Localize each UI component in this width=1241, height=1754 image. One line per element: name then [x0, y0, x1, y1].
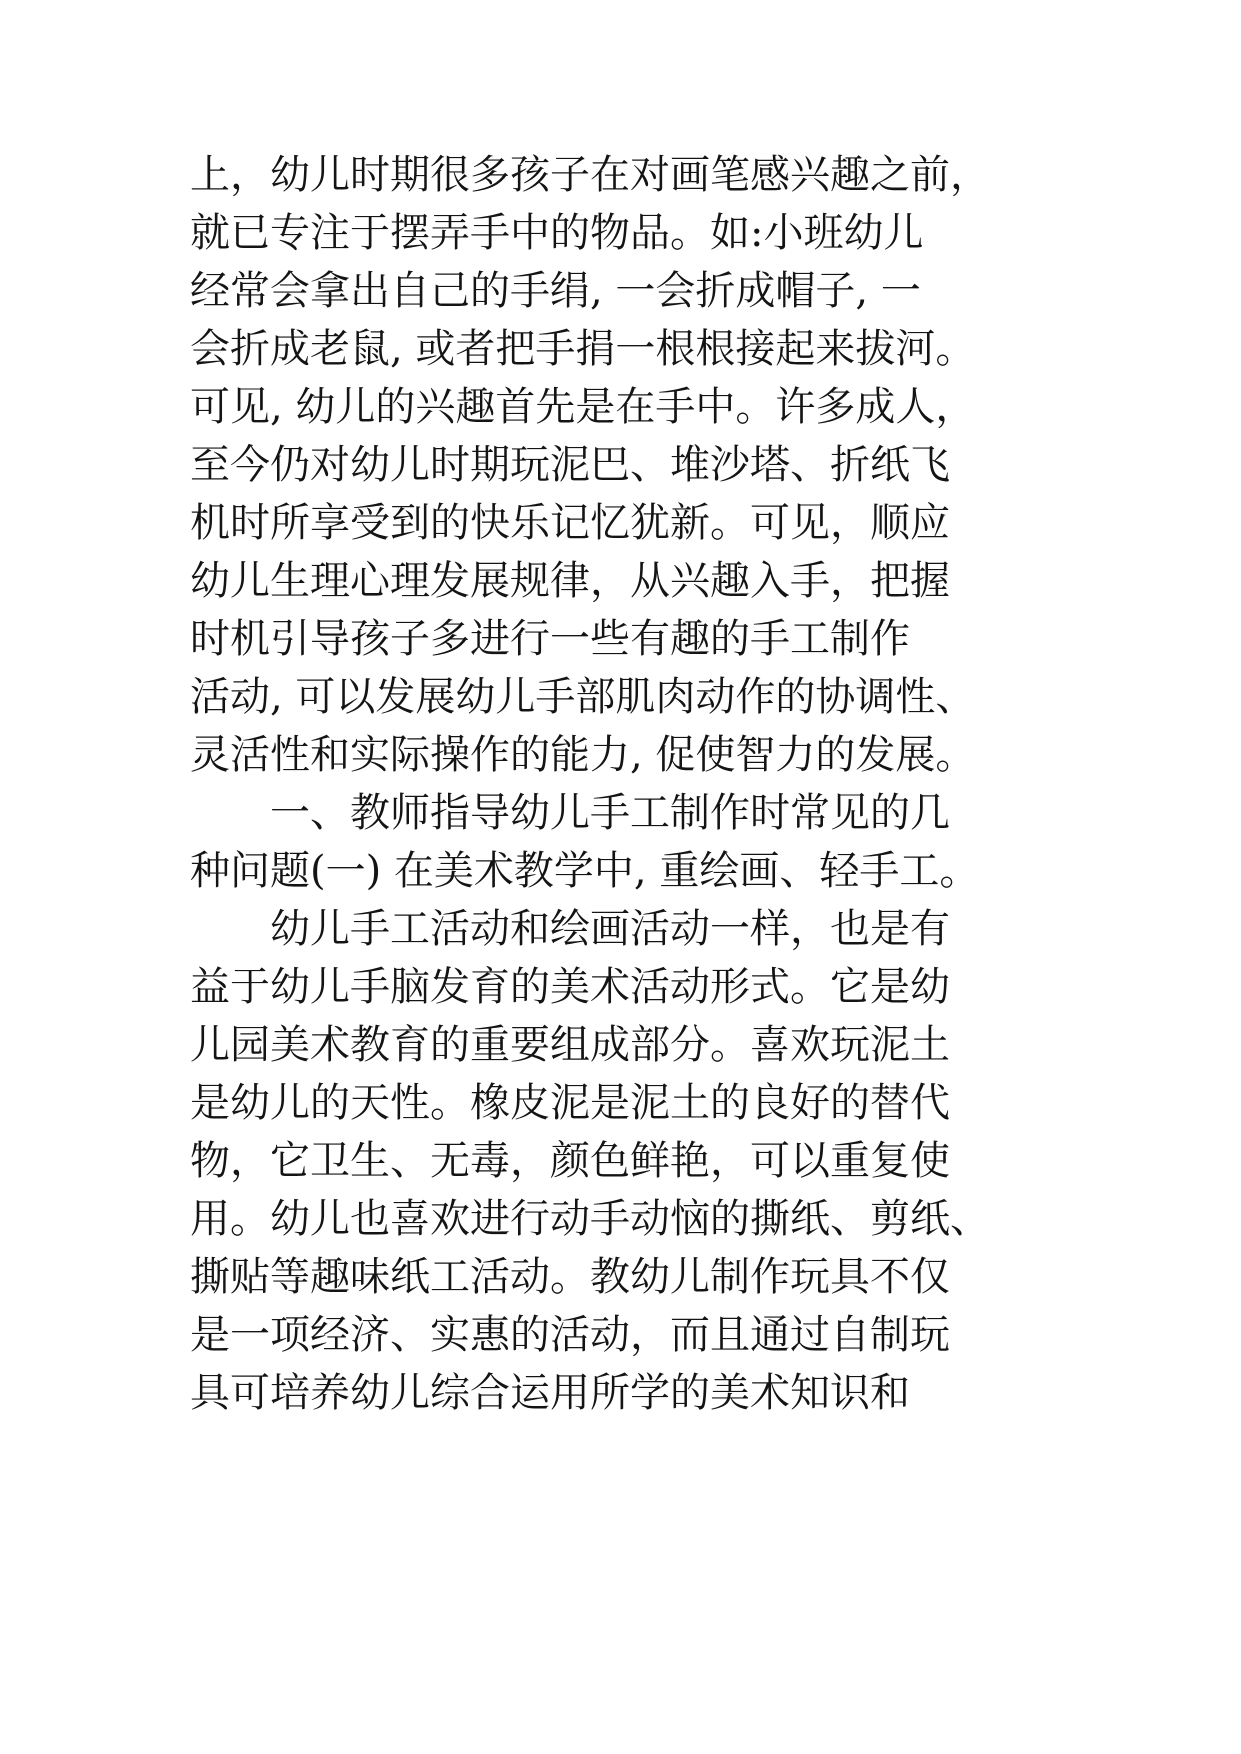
text-line: 就已专注于摆弄手中的物品。如:小班幼儿 — [190, 210, 924, 256]
text-line: 会折成老鼠, 或者把手捐一根根接起来拔河。 — [190, 326, 976, 372]
text-line: 活动, 可以发展幼儿手部肌肉动作的协调性、 — [190, 674, 976, 720]
text-line: 时机引导孩子多进行一些有趣的手工制作 — [190, 616, 910, 662]
text-line: 益于幼儿手脑发育的美术活动形式。它是幼 — [190, 964, 950, 1010]
text-line: 儿园美术教育的重要组成部分。喜欢玩泥土 — [190, 1022, 950, 1068]
section-heading-line: 种问题(一) 在美术教学中, 重绘画、轻手工。 — [190, 848, 980, 894]
text-line: 至今仍对幼儿时期玩泥巴、堆沙塔、折纸飞 — [190, 442, 950, 488]
text-line: 是一项经济、实惠的活动，而且通过自制玩 — [190, 1312, 950, 1358]
section-heading-line: 一、教师指导幼儿手工制作时常见的几 — [270, 790, 950, 836]
text-line: 经常会拿出自己的手绢, 一会折成帽子, 一 — [190, 268, 921, 314]
text-line: 具可培养幼儿综合运用所学的美术知识和 — [190, 1370, 910, 1416]
text-line: 灵活性和实际操作的能力, 促使智力的发展。 — [190, 732, 976, 778]
paragraph-start-line: 幼儿手工活动和绘画活动一样，也是有 — [270, 906, 950, 952]
text-line: 上，幼儿时期很多孩子在对画笔感兴趣之前， — [190, 152, 990, 198]
body-text — [190, 146, 1130, 1422]
text-line: 用。幼儿也喜欢进行动手动恼的撕纸、剪纸、 — [190, 1196, 990, 1242]
text-line: 可见, 幼儿的兴趣首先是在手中。许多成人， — [190, 384, 976, 430]
text-line: 幼儿生理心理发展规律，从兴趣入手，把握 — [190, 558, 950, 604]
text-line: 撕贴等趣味纸工活动。教幼儿制作玩具不仅 — [190, 1254, 950, 1300]
text-line: 机时所享受到的快乐记忆犹新。可见，顺应 — [190, 500, 950, 546]
text-line: 是幼儿的天性。橡皮泥是泥土的良好的替代 — [190, 1080, 950, 1126]
text-line: 物，它卫生、无毒，颜色鲜艳，可以重复使 — [190, 1138, 950, 1184]
